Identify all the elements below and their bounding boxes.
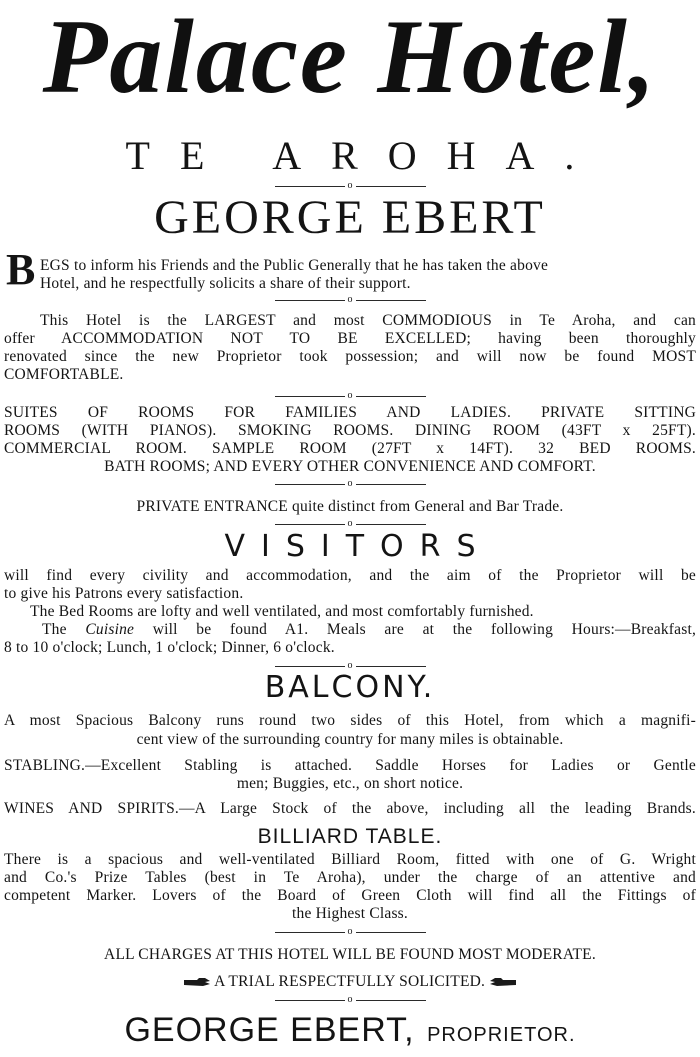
- divider: o: [0, 478, 700, 490]
- private-entrance: PRIVATE ENTRANCE quite distinct from General and Bar Trade.: [136, 498, 564, 515]
- description-line-3: renovated since the new Proprietor took possession; and will now be found MOST: [4, 348, 696, 365]
- intro-line-1: EGS to inform his Friends and the Public Generally that he has taken the above: [40, 257, 549, 274]
- stabling-line-1: STABLING.—Excellent Stabling is attached. Saddle Horses for Ladies or Gentle: [4, 757, 696, 774]
- intro-line-2: Hotel, and he respectfully solicits a share of their support.: [40, 275, 411, 292]
- balcony-heading: BALCONY.: [264, 670, 436, 705]
- billiard-line-4: the Highest Class.: [292, 905, 408, 922]
- visitors-line-3: The Bed Rooms are lofty and well ventilated, and most comfortably furnished.: [30, 603, 534, 620]
- hotel-location: TE AROHA.: [125, 133, 605, 178]
- pointing-hand-right-icon: [183, 976, 211, 988]
- billiard-heading: BILLIARD TABLE.: [257, 825, 443, 848]
- pointing-hand-left-icon: [489, 976, 517, 988]
- suites-line-2: ROOMS (WITH PIANOS). SMOKING ROOMS. DINING ROOM (43FT x 25FT).: [4, 422, 696, 439]
- balcony-line-1: A most Spacious Balcony runs round two sides of this Hotel, from which a magnifi-: [4, 712, 696, 729]
- visitors-heading: VISITORS: [224, 529, 492, 564]
- proprietor-heading: GEORGE EBERT: [154, 191, 546, 244]
- footer-signature: [0, 1010, 700, 1057]
- hotel-title: Palace Hotel,: [42, 0, 658, 115]
- suites-line-1: SUITES OF ROOMS FOR FAMILIES AND LADIES. PRIVATE SITTING: [4, 404, 696, 421]
- visitors-line-5: 8 to 10 o'clock; Lunch, 1 o'clock; Dinner, 6 o'clock.: [4, 639, 335, 656]
- description-line-2: offer ACCOMMODATION NOT TO BE EXCELLED; having been thoroughly: [4, 330, 696, 347]
- visitors-line-1: will find every civility and accommodation, and the aim of the Proprietor will be: [4, 567, 696, 584]
- divider: o: [0, 390, 700, 402]
- description-line-1: This Hotel is the LARGEST and most COMMODIOUS in Te Aroha, and can: [40, 312, 696, 329]
- visitors-line-4: The Cuisine will be found A1. Meals are at the following Hours:—Breakfast,: [42, 621, 696, 638]
- divider: o: [0, 294, 700, 306]
- divider: o: [0, 994, 700, 1006]
- footer-name: GEORGE EBERT,: [124, 1011, 415, 1049]
- divider: o: [0, 660, 700, 672]
- billiard-line-1: There is a spacious and well-ventilated Billiard Room, fitted with one of G. Wright: [4, 851, 696, 868]
- trial-notice: A TRIAL RESPECTFULLY SOLICITED.: [4, 973, 696, 990]
- drop-cap: B: [6, 245, 36, 294]
- description-line-4: COMFORTABLE.: [4, 366, 124, 383]
- footer-role: PROPRIETOR.: [427, 1024, 576, 1046]
- divider: o: [0, 180, 700, 192]
- stabling-line-2: men; Buggies, etc., on short notice.: [236, 775, 464, 792]
- divider: o: [0, 926, 700, 938]
- billiard-line-3: competent Marker. Lovers of the Board of Green Cloth will find all the Fittings of: [4, 887, 696, 904]
- divider: o: [0, 518, 700, 530]
- wines-and-spirits: WINES AND SPIRITS.—A Large Stock of the above, including all the leading Brands.: [4, 800, 696, 817]
- visitors-line-2: to give his Patrons every satisfaction.: [4, 585, 244, 602]
- charges-notice: ALL CHARGES AT THIS HOTEL WILL BE FOUND MOST MODERATE.: [104, 946, 596, 963]
- balcony-line-2: cent view of the surrounding country for many miles is obtainable.: [136, 731, 564, 748]
- suites-line-4: BATH ROOMS; AND EVERY OTHER CONVENIENCE AND COMFORT.: [104, 458, 596, 475]
- suites-line-3: COMMERCIAL ROOM. SAMPLE ROOM (27FT x 14FT). 32 BED ROOMS.: [4, 440, 696, 457]
- billiard-line-2: and Co.'s Prize Tables (best in Te Aroha), under the charge of an attentive and: [4, 869, 696, 886]
